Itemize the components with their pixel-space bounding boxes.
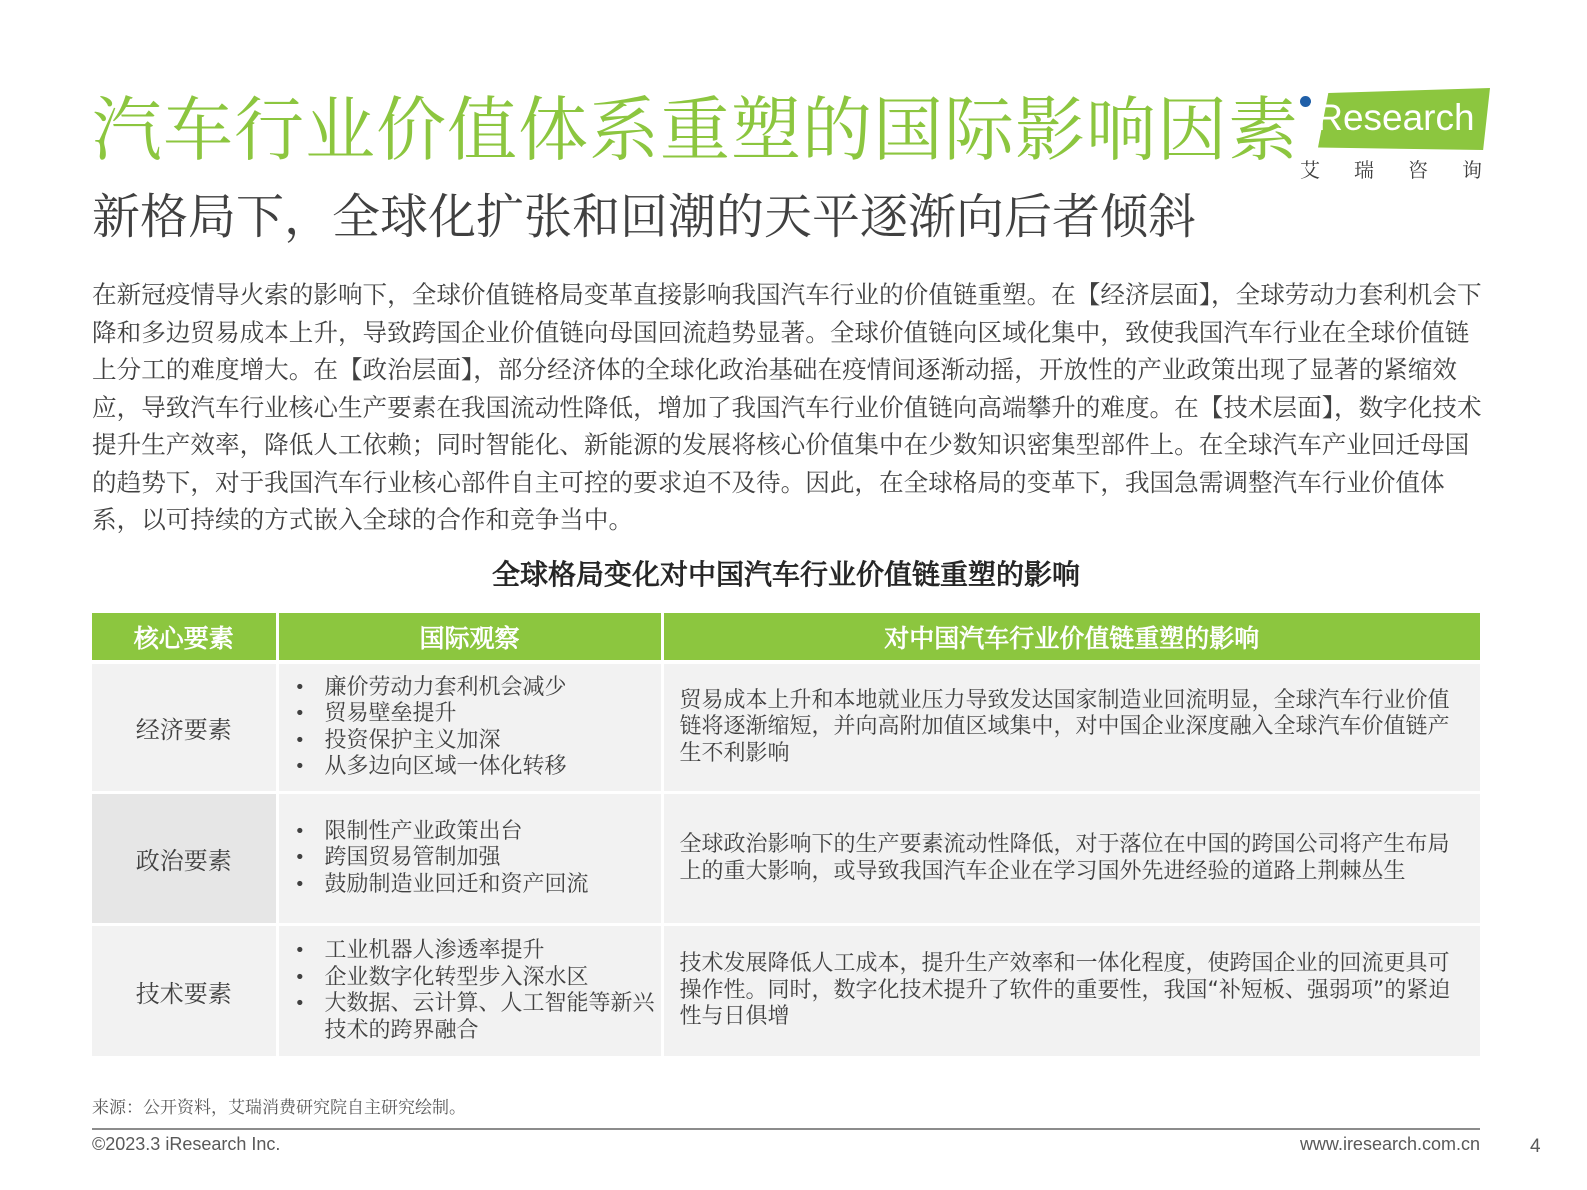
source-note: 来源：公开资料，艾瑞消费研究院自主研究绘制。 — [92, 1098, 466, 1118]
observation-item: • 企业数字化转型步入深水区 — [295, 965, 661, 992]
observation-item: • 跨国贸易管制加强 — [295, 845, 661, 872]
observation-item: • 工业机器人渗透率提升 — [295, 938, 661, 965]
footer-divider — [92, 1128, 1480, 1130]
website-link[interactable]: www.iresearch.com.cn — [1299, 1134, 1480, 1154]
observation-item: • 廉价劳动力套利机会减少 — [295, 675, 661, 702]
table-row-economic — [92, 662, 1480, 793]
intro-paragraph: 在新冠疫情导火索的影响下，全球价值链格局变革直接影响我国汽车行业的价值链重塑。在【经济层面】，全球劳动力套利机会下降和多边贸易成本上升，导致跨国企业价值链向母国回流趋势显著。全球价值链向区域化集中，致使我国汽车行业在全球价值链上分工的难度增大。在【政治层面】，部分经济体的全球化政治基础在疫情间逐渐动摇，开放性的产业政策出现了显著的紧缩效应，导致汽车行业核心生产要素在我国流动性降低，增加了我国汽车行业价值链向高端攀升的难度。在【技术层面】，数字化技术提升生产效率，降低人工依赖；同时智能化、新能源的发展将核心价值集中在少数知识密集型部件上。在全球汽车产业回迁母国的趋势下，对于我国汽车行业核心部件自主可控的要求迫不及待。因此，在全球格局的变革下，我国急需调整汽车行业价值体系，以可持续的方式嵌入全球的合作和竞争当中。 — [92, 280, 1482, 534]
observation-list — [279, 938, 661, 1044]
impact-cell — [662, 793, 1480, 925]
page-title: 汽车行业价值体系重塑的国际影响因素 — [92, 89, 1299, 171]
header-impact: 对中国汽车行业价值链重塑的影响 — [662, 613, 1480, 662]
logo-brand-text: iResearch — [1308, 97, 1475, 138]
page-number: 4 — [1530, 1136, 1541, 1157]
logo-cn-text: 艾瑞咨询 — [1300, 158, 1516, 182]
impact-text: 贸易成本上升和本地就业压力导致发达国家制造业回流明显，全球汽车行业价值链将逐渐缩短，并向高附加值区域集中，对中国企业深度融入全球汽车价值链产生不利影响 — [679, 687, 1450, 766]
observation-cell — [277, 925, 662, 1058]
observation-item: • 贸易壁垒提升 — [295, 701, 661, 728]
impact-cell — [662, 925, 1480, 1058]
impact-table — [92, 613, 1480, 1059]
table-title: 全球格局变化对中国汽车行业价值链重塑的影响 — [491, 558, 1080, 591]
factor-cell: 政治要素 — [92, 793, 277, 925]
copyright: ©2023.3 iResearch Inc. — [92, 1134, 281, 1154]
observation-item: • 大数据、云计算、人工智能等新兴技术的跨界融合 — [295, 991, 661, 1044]
observation-list — [279, 675, 661, 781]
header-international-observation: 国际观察 — [277, 613, 662, 662]
observation-list — [279, 819, 661, 899]
page-subtitle: 新格局下，全球化扩张和回潮的天平逐渐向后者倾斜 — [92, 189, 1197, 245]
observation-item: • 投资保护主义加深 — [295, 728, 661, 755]
observation-item: • 限制性产业政策出台 — [295, 819, 661, 846]
observation-item: • 从多边向区域一体化转移 — [295, 754, 661, 781]
observation-cell — [277, 793, 662, 925]
observation-item: • 鼓励制造业回迁和资产回流 — [295, 872, 661, 899]
impact-cell — [662, 662, 1480, 793]
table-header-row — [92, 613, 1480, 662]
impact-text: 全球政治影响下的生产要素流动性降低，对于落位在中国的跨国公司将产生布局上的重大影响，或导致我国汽车企业在学习国外先进经验的道路上荆棘丛生 — [679, 832, 1450, 884]
table-row-political — [92, 793, 1480, 925]
iresearch-logo — [1300, 84, 1516, 184]
factor-cell: 技术要素 — [92, 925, 277, 1058]
impact-text: 技术发展降低人工成本，提升生产效率和一体化程度，使跨国企业的回流更具可操作性。同时，数字化技术提升了软件的重要性，我国“补短板、强弱项”的紧迫性与日俱增 — [679, 951, 1451, 1030]
factor-cell: 经济要素 — [92, 662, 277, 793]
observation-cell — [277, 662, 662, 793]
table-row-technology — [92, 925, 1480, 1058]
header-core-factor: 核心要素 — [92, 613, 277, 662]
